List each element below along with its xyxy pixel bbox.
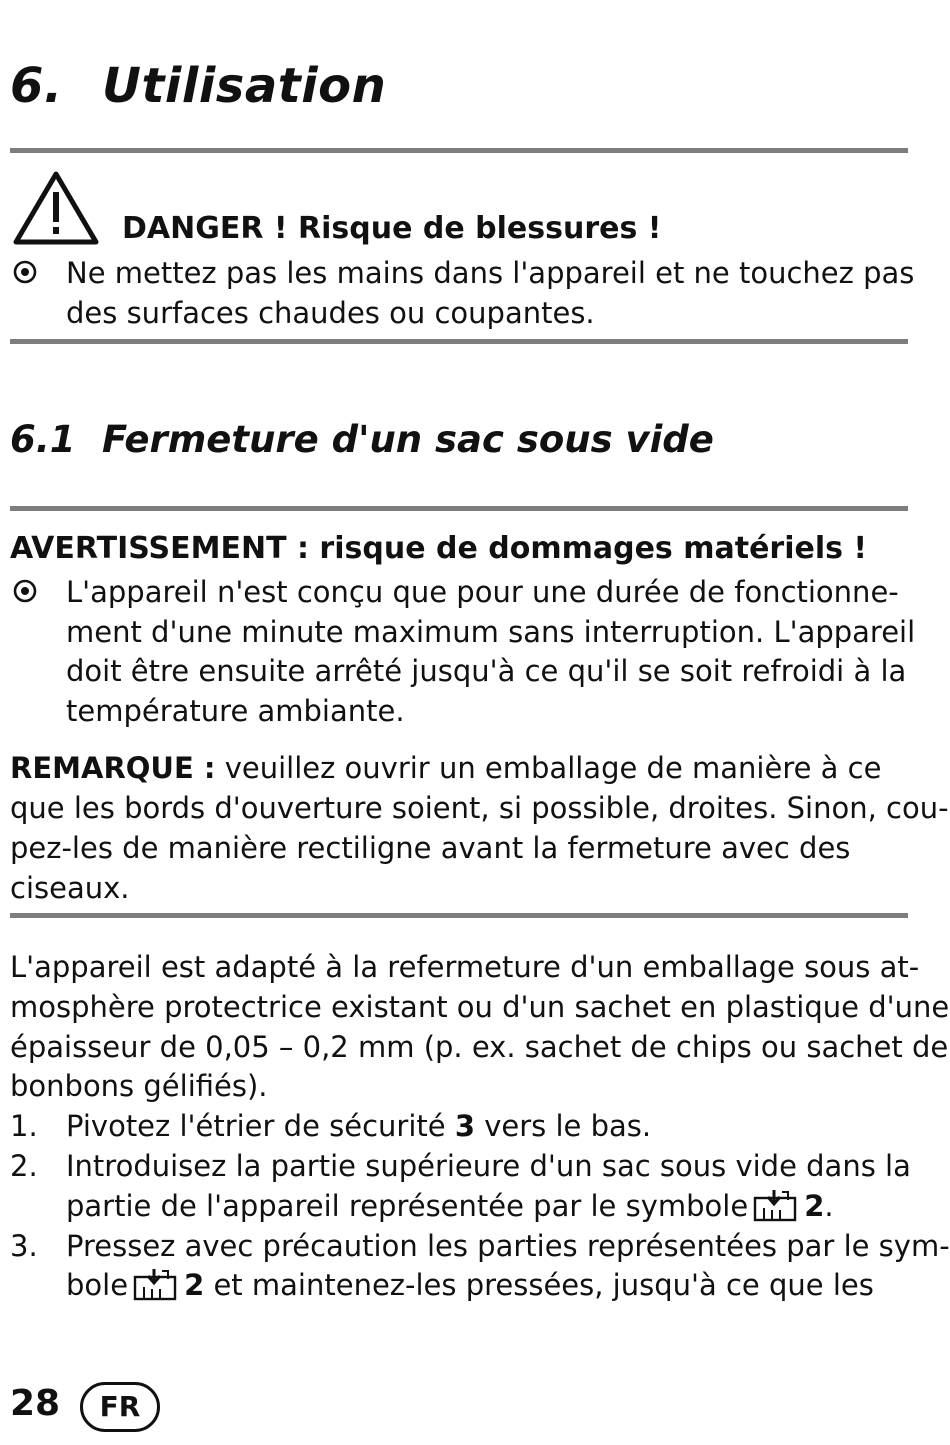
remark-line: que les bords d'ouverture soient, si possible, droites. Sinon, cou- xyxy=(10,791,949,825)
warning-title: AVERTISSEMENT : risque de dommages matériels ! xyxy=(10,531,868,566)
divider xyxy=(10,913,908,918)
press-symbol-icon xyxy=(752,1188,800,1224)
danger-title: DANGER ! Risque de blessures ! xyxy=(122,211,662,246)
step-text xyxy=(66,1265,874,1305)
danger-line: des surfaces chaudes ou coupantes. xyxy=(66,296,595,330)
step-number: 2. xyxy=(10,1149,38,1183)
press-symbol-icon xyxy=(132,1267,180,1303)
remark-line xyxy=(10,748,881,788)
subsection-number: 6.1 xyxy=(10,418,76,461)
step-number: 3. xyxy=(10,1229,38,1263)
warning-line: L'appareil n'est conçu que pour une durée de fonctionne- xyxy=(66,575,899,609)
intro-line: bonbons gélifiés). xyxy=(10,1069,268,1103)
part-reference: 3 xyxy=(454,1109,476,1143)
step-text-part: . xyxy=(824,1189,834,1223)
warning-line: ment d'une minute maximum sans interruption. L'appareil xyxy=(66,615,916,649)
step-number: 1. xyxy=(10,1109,38,1143)
step-text-part: bole xyxy=(66,1268,129,1302)
divider xyxy=(10,506,908,511)
intro-line: épaisseur de 0,05 – 0,2 mm (p. ex. sachet de chips ou sachet de xyxy=(10,1030,949,1064)
step-text-part: Pivotez l'étrier de sécurité xyxy=(66,1109,455,1143)
subsection-heading xyxy=(10,418,714,461)
divider xyxy=(10,339,908,344)
danger-line: Ne mettez pas les mains dans l'appareil et ne touchez pas xyxy=(66,256,915,290)
step-text xyxy=(66,1106,651,1146)
divider xyxy=(10,148,908,153)
remark-line: ciseaux. xyxy=(10,871,130,905)
page-number: 28 xyxy=(10,1383,61,1424)
remark-line: pez-les de manière rectiligne avant la fermeture avec des xyxy=(10,831,851,865)
remark-text: veuillez ouvrir un emballage de manière à ce xyxy=(224,751,882,785)
section-number: 6. xyxy=(10,58,63,114)
intro-line: L'appareil est adapté à la refermeture d'un emballage sous at- xyxy=(10,950,920,984)
intro-line: mosphère protectrice existant ou d'un sachet en plastique d'une xyxy=(10,990,950,1024)
target-bullet-icon xyxy=(12,259,38,285)
remark-label: REMARQUE : xyxy=(10,751,216,785)
step-text-part: et maintenez-les pressées, jusqu'à ce que les xyxy=(204,1268,874,1302)
warning-triangle-icon xyxy=(12,170,100,248)
step-text: Pressez avec précaution les parties représentées par le sym- xyxy=(66,1229,950,1263)
part-reference: 2 xyxy=(184,1268,205,1302)
warning-line: doit être ensuite arrêté jusqu'à ce qu'il se soit refroidi à la xyxy=(66,654,907,688)
part-reference: 2 xyxy=(804,1189,825,1223)
target-bullet-icon xyxy=(12,578,38,604)
section-heading xyxy=(10,58,386,114)
step-text xyxy=(66,1186,834,1226)
section-title: Utilisation xyxy=(102,58,387,114)
warning-line: température ambiante. xyxy=(66,694,405,728)
language-badge: FR xyxy=(80,1382,160,1432)
subsection-title: Fermeture d'un sac sous vide xyxy=(102,418,714,461)
step-text-part: vers le bas. xyxy=(475,1109,652,1143)
step-text-part: partie de l'appareil représentée par le symbole xyxy=(66,1189,749,1223)
step-text: Introduisez la partie supérieure d'un sac sous vide dans la xyxy=(66,1149,911,1183)
